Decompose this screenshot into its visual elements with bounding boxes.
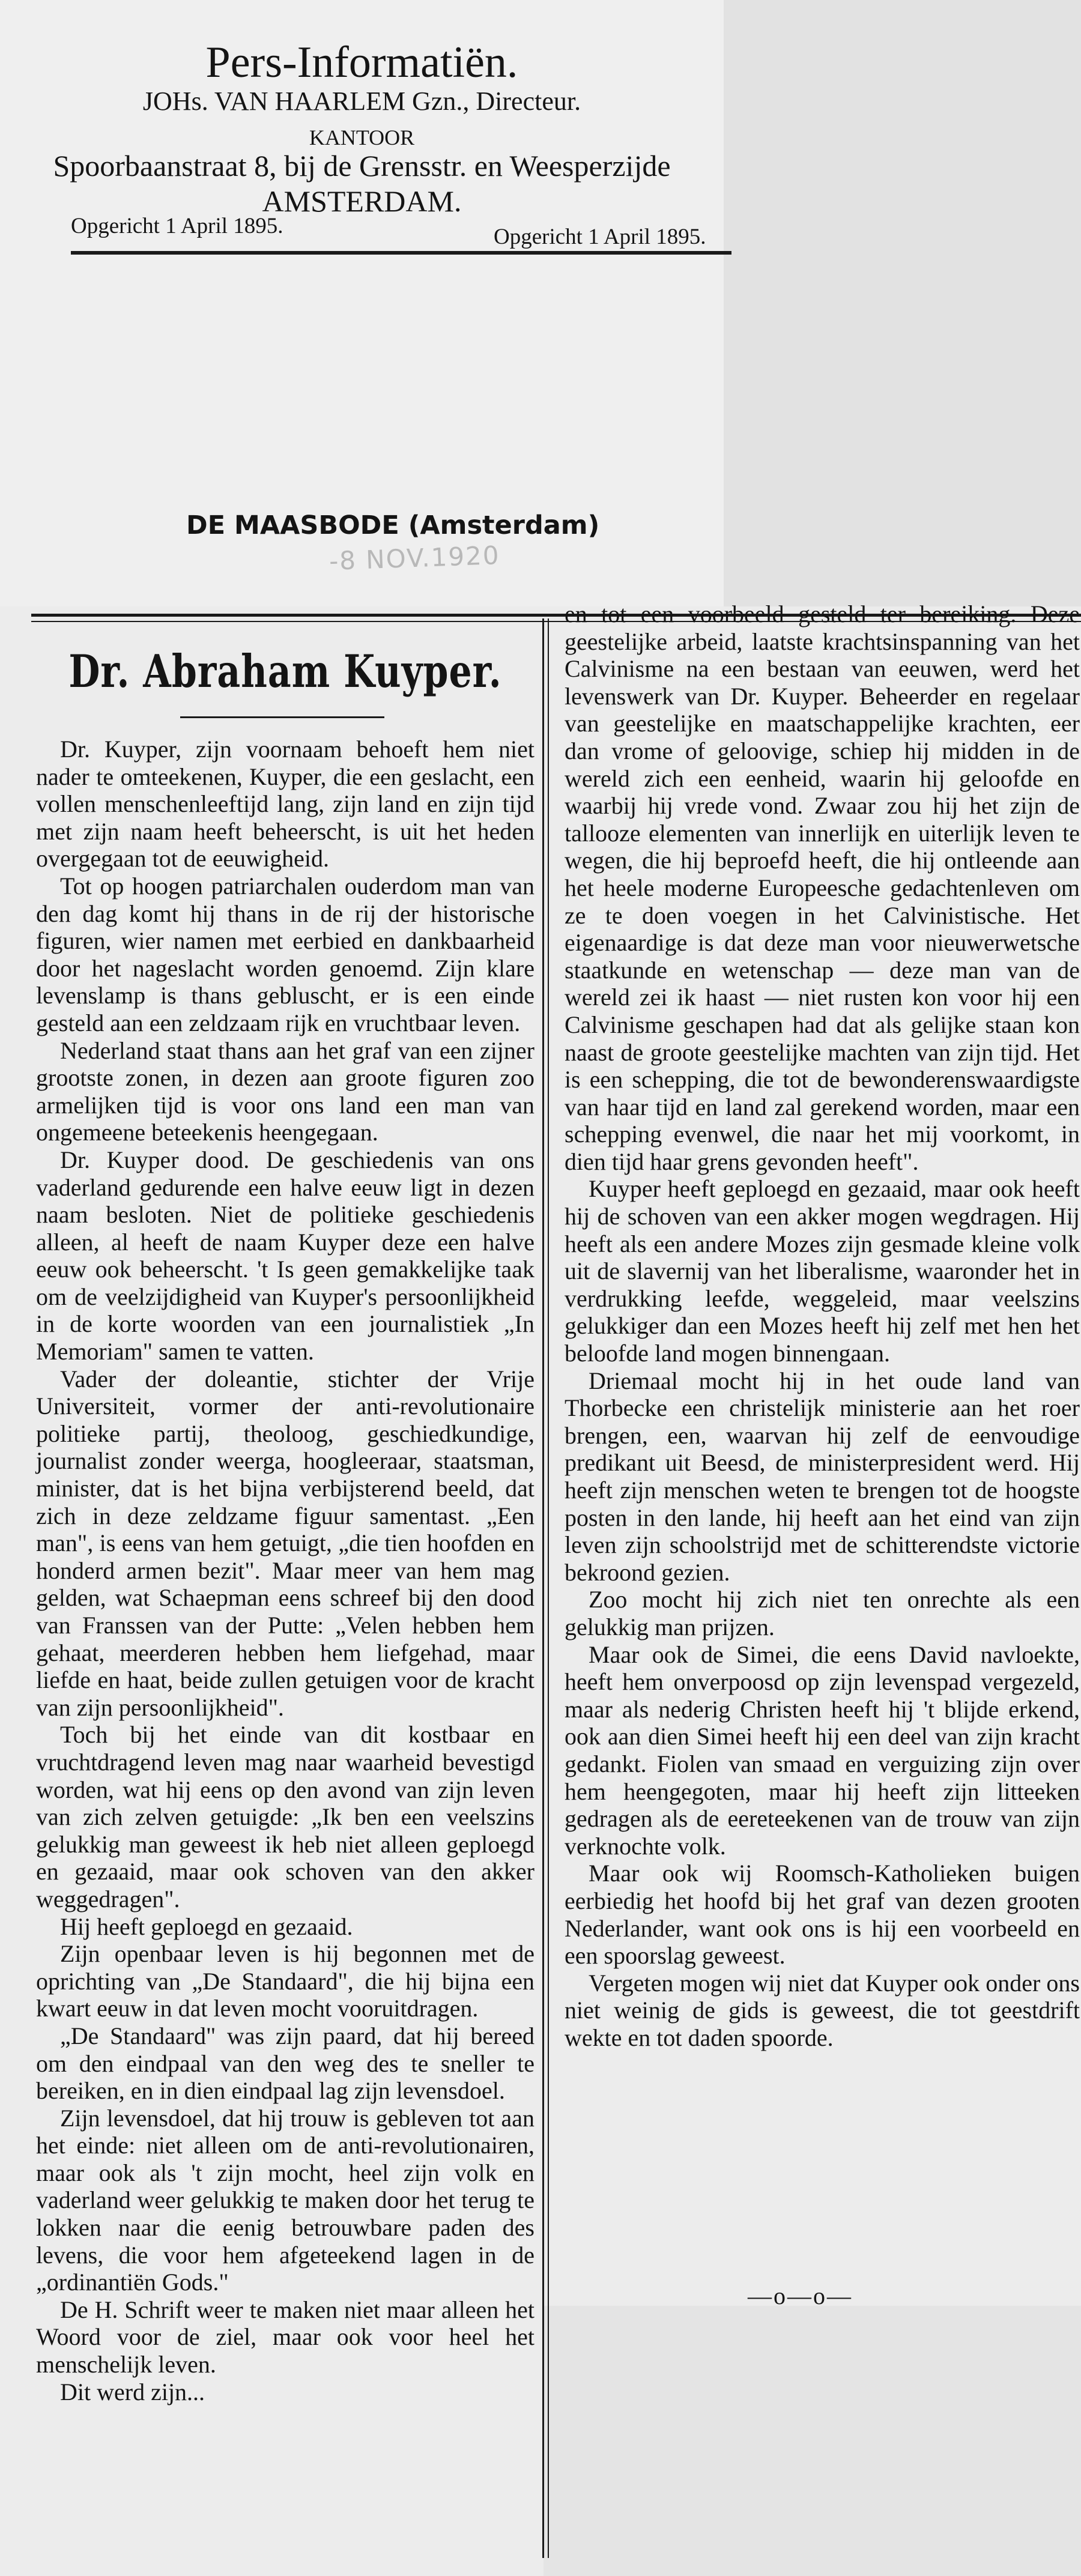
article-paragraph: Zoo mocht hij zich niet ten onrechte als een gelukkig man prijzen.: [565, 1586, 1080, 1640]
column-divider-thin: [548, 618, 549, 2558]
article-paragraph: Vader der doleantie, stichter der Vrije Universiteit, vormer der anti-revolutionaire politieke partij, theoloog, geschiedkundige, journalist zonder weerga, hoogleeraar, staatsman, minister, dat is het bijna verbijsterend beeld, dat zich in deze zeldzame figuur samentast. „Een man", is eens van hem getuigt, „die tien hoofden en honderd armen bezit". Maar meer van hem mag gelden, wat Schaepman eens schreef bij den dood van Franssen van der Putte: „Velen hebben hem gehaat, meerderen hebben hem liefgehad, maar liefde en haat, beide zullen getuigen voor de kracht van zijn persoonlijkheid".: [36, 1365, 534, 1721]
article-end-mark: —o—o—: [748, 2282, 853, 2309]
article-paragraph: „De Standaard" was zijn paard, dat hij bereed om den eindpaal van den weg des te sneller te bereiken, en in dien eindpaal lag zijn levensdoel.: [36, 2022, 534, 2105]
article-paragraph: Vergeten mogen wij niet dat Kuyper ook onder ons niet weinig de gids is geweest, die tot geestdrift wekte en tot daden spoorde.: [565, 1969, 1080, 2051]
article-paragraph: De H. Schrift weer te maken niet maar alleen het Woord voor de ziel, maar ook voor heel het menschelijk leven.: [36, 2296, 534, 2378]
letterhead-divider: [71, 251, 731, 255]
agency-address: Spoorbaanstraat 8, bij de Grensstr. en Weesperzijde: [53, 149, 671, 183]
date-stamp: -8 NOV.1920: [329, 540, 501, 576]
article-column-right: [565, 600, 1080, 2051]
newspaper-source-label: DE MAASBODE (Amsterdam): [186, 510, 600, 540]
article-paragraph: Nederland staat thans aan het graf van een zijner grootste zonen, in dezen aan groote figuren zoo armelijken tijd is voor ons land een man van ongemeene beteekenis heengegaan.: [36, 1036, 534, 1146]
article-paragraph: Driemaal mocht hij in het oude land van Thorbecke een christelijk ministerie aan het roer brengen, een, waarvan hij zelf de eenvoudige predikant uit Beesd, de ministerpresident werd. Hij heeft zijn menschen weten te brengen tot de hoogste posten in den lande, hij heeft aan het eind van zijn leven zijn schoolstrijd met de schitterendste victorie bekroond gezien.: [565, 1367, 1080, 1586]
article-paragraph: Dr. Kuyper dood. De geschiedenis van ons vaderland gedurende een halve eeuw ligt in dezen naam besloten. Niet de politieke geschiedenis alleen, al heeft de naam Kuyper deze een halve eeuw ook beheerscht. 't Is geen gemakkelijke taak om de veelzijdigheid van Kuyper's persoonlijkheid in de korte woorden van een journalistiek „In Memoriam" samen te vatten.: [36, 1146, 534, 1365]
article-headline: Dr. Abraham Kuyper.: [68, 646, 502, 698]
column-divider: [542, 618, 544, 2558]
article-paragraph: Maar ook wij Roomsch-Katholieken buigen eerbiedig het hoofd bij het graf van dezen grooten Nederlander, want ook ons is hij een voorbeeld en een spoorslag geweest.: [565, 1860, 1080, 1970]
founded-note-left: Opgericht 1 April 1895.: [71, 214, 283, 238]
article-paragraph: Toch bij het einde van dit kostbaar en vruchtdragend leven mag naar waarheid bevestigd worden, wat hij eens op den avond van zijn leven van zich zelven getuigde: „Ik ben een veelszins gelukkig man geweest ik heb niet alleen geploegd en gezaaid, maar ook schoven van den akker weggedragen".: [36, 1721, 534, 1912]
agency-title: Pers-Informatiën.: [205, 38, 518, 87]
press-agency-letterhead: [0, 0, 724, 264]
article-paragraph-cutoff: Dit werd zijn...: [60, 2378, 205, 2405]
article-paragraph: Kuyper heeft geploegd en gezaaid, maar ook heeft hij de schoven van een akker mogen wegdragen. Hij heeft als een andere Mozes zijn gesmade kleine volk uit de slavernij van het liberalisme, waaronder het in verdrukking leefde, weggeleid, maar veelszins gelukkiger dan een Mozes heeft hij zelf met hen het beloofde land mogen binnengaan.: [565, 1175, 1080, 1367]
founded-note-right: Opgericht 1 April 1895.: [494, 225, 706, 249]
article-column-left: [36, 736, 534, 2405]
article-paragraph: Maar ook de Simei, die eens David navloekte, heeft hem onverpoosd op zijn levenspad vergezeld, maar als nederig Christen heeft hij 't blijde erkend, ook aan dien Simei heeft hij een deel van zijn kracht gedankt. Fiolen van smaad en verguizing zijn over hem heengegoten, maar hij heeft zijn litteeken gedragen als de eereteekenen van de trouw van zijn verknochte volk.: [565, 1640, 1080, 1860]
article-paragraph: Tot op hoogen patriarchalen ouderdom man van den dag komt hij thans in de rij der historische figuren, wier namen met eerbied en dankbaarheid door het nageslacht worden genoemd. Zijn klare levenslamp is thans gebluscht, er is een einde gesteld aan een zeldzaam rijk en vruchtbaar leven.: [36, 872, 534, 1036]
article-paragraph: Zijn openbaar leven is hij begonnen met de oprichting van „De Standaard", die hij bijna een kwart eeuw in dat leven mocht vooruitdragen.: [36, 1940, 534, 2022]
article-paragraph: Hij heeft geploegd en gezaaid.: [60, 1912, 353, 1940]
agency-city: AMSTERDAM.: [262, 184, 462, 218]
article-paragraph: en tot een voorbeeld gesteld ter bereiking. Deze geestelijke arbeid, laatste krachtsinspanning van het Calvinisme na een bestaan van eeuwen, werd het levenswerk van Dr. Kuyper. Beheerder en regelaar van geestelijke en maatschappelijke krachten, eer dan vrome of geloovige, schiep hij midden in de wereld zich een eenheid, waarin hij geloofde en waarbij hij vrede vond. Zwaar zou hij het zijn de tallooze elementen van innerlijk en uiterlijk leven te wegen, die hij beproefd heeft, die hij ontleende aan het heele moderne Europeesche gedachtenleven om ze te doen voegen in het Calvinistische. Het eigenaardige is dat deze man voor nieuwerwetsche staatkunde en wetenschap — deze man van de wereld zei ik haast — niet rusten kon voor hij een Calvinisme geschapen had dat als gelijke staan kon naast de groote geestelijke machten van zijn tijd. Het is een schepping, die tot de bewonderenswaardigste van haar tijd en land zal gerekend worden, maar een schepping evenwel, die naar het mij voorkomt, in dien tijd haar grens gevonden heeft".: [565, 600, 1080, 1175]
agency-office-label: KANTOOR: [309, 125, 415, 150]
headline-underline: [180, 716, 384, 718]
blank-background-lower: [544, 2306, 1081, 2576]
agency-director: JOHs. VAN HAARLEM Gzn., Directeur.: [142, 86, 581, 116]
article-paragraph: Zijn levensdoel, dat hij trouw is gebleven tot aan het einde: niet alleen om de anti-revolutionairen, maar ook als 't zijn mocht, heel zijn volk en vaderland weer gelukkig te maken door het terug te lokken naar die eenig betrouwbare paden des levens, die voor hem afgeteekend lagen in de „ordinantiën Gods.": [36, 2104, 534, 2296]
article-paragraph: Dr. Kuyper, zijn voornaam behoeft hem niet nader te omteekenen, Kuyper, die een geslacht, een vollen menschenleeftijd lang, zijn land en zijn tijd met zijn naam heeft beheerscht, is uit het heden overgegaan tot de eeuwigheid.: [36, 736, 534, 872]
blank-background: [724, 0, 1081, 606]
